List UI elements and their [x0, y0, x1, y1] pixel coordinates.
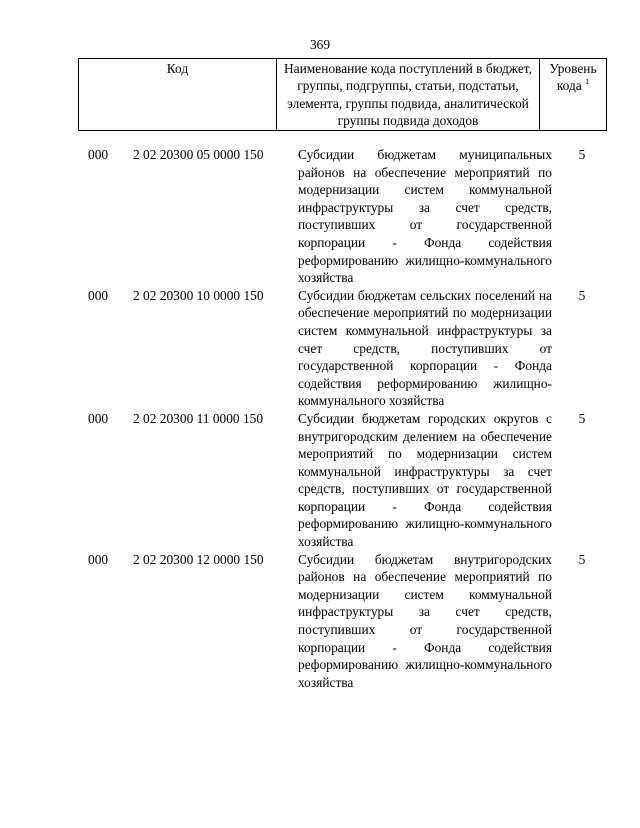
revenue-code: 2 02 20300 12 0000 150: [133, 551, 264, 567]
revenue-code: 2 02 20300 11 0000 150: [133, 410, 264, 426]
table-row: [78, 287, 612, 410]
footnote-marker: 1: [585, 77, 590, 87]
revenue-description: Субсидии бюджетам внутригородских районов на обеспечение мероприятий по модернизации систем коммунальной инфраструктуры за счет средств, поступивших от государственной корпорации - Фонда содействия реформированию жилищно-коммунального хозяйства: [298, 551, 552, 690]
revenue-description: Субсидии бюджетам сельских поселений на обеспечение мероприятий по модернизации систем коммунальной инфраструктуры за счет средств, поступивших от государственной корпорации - Фонда содействия реформированию жилищно-коммунального хозяйства: [298, 287, 552, 409]
page-number: 369: [309, 37, 331, 52]
admin-code: 000: [88, 410, 109, 426]
table-row: [78, 146, 612, 287]
admin-code: 000: [88, 551, 109, 567]
table-body: [78, 146, 612, 691]
revenue-code: 2 02 20300 10 0000 150: [133, 287, 264, 303]
admin-code: 000: [88, 287, 109, 303]
table-row: [78, 410, 612, 551]
code-level: 5: [578, 287, 586, 303]
table-row: [78, 551, 612, 692]
header-name: Наименование кода поступлений в бюджет, группы, подгруппы, статьи, подстатьи, элемента, группы подвида, аналитической группы подвида доходов: [277, 59, 540, 131]
revenue-code: 2 02 20300 05 0000 150: [133, 147, 264, 162]
revenue-description: Субсидии бюджетам муниципальных районов на обеспечение мероприятий по модернизации систем коммунальной инфраструктуры за счет средств, поступивших от государственной корпорации - Фонда содействия реформированию жилищно-коммунального хозяйства: [298, 147, 552, 286]
header-code: Код: [79, 59, 277, 131]
revenue-description: Субсидии бюджетам городских округов с внутригородским делением на обеспечение мероприятий по модернизации систем коммунальной инфраструктуры за счет средств, поступивших от государственной корпорации - Фонда содействия реформированию жилищно-коммунального хозяйства: [298, 410, 552, 550]
table-header: [78, 58, 607, 131]
code-level: 5: [578, 147, 586, 162]
header-level: [540, 59, 607, 131]
admin-code: 000: [88, 147, 109, 162]
code-level: 5: [578, 410, 586, 426]
header-level-label: Уровень кода: [549, 61, 597, 94]
code-level: 5: [578, 551, 586, 567]
